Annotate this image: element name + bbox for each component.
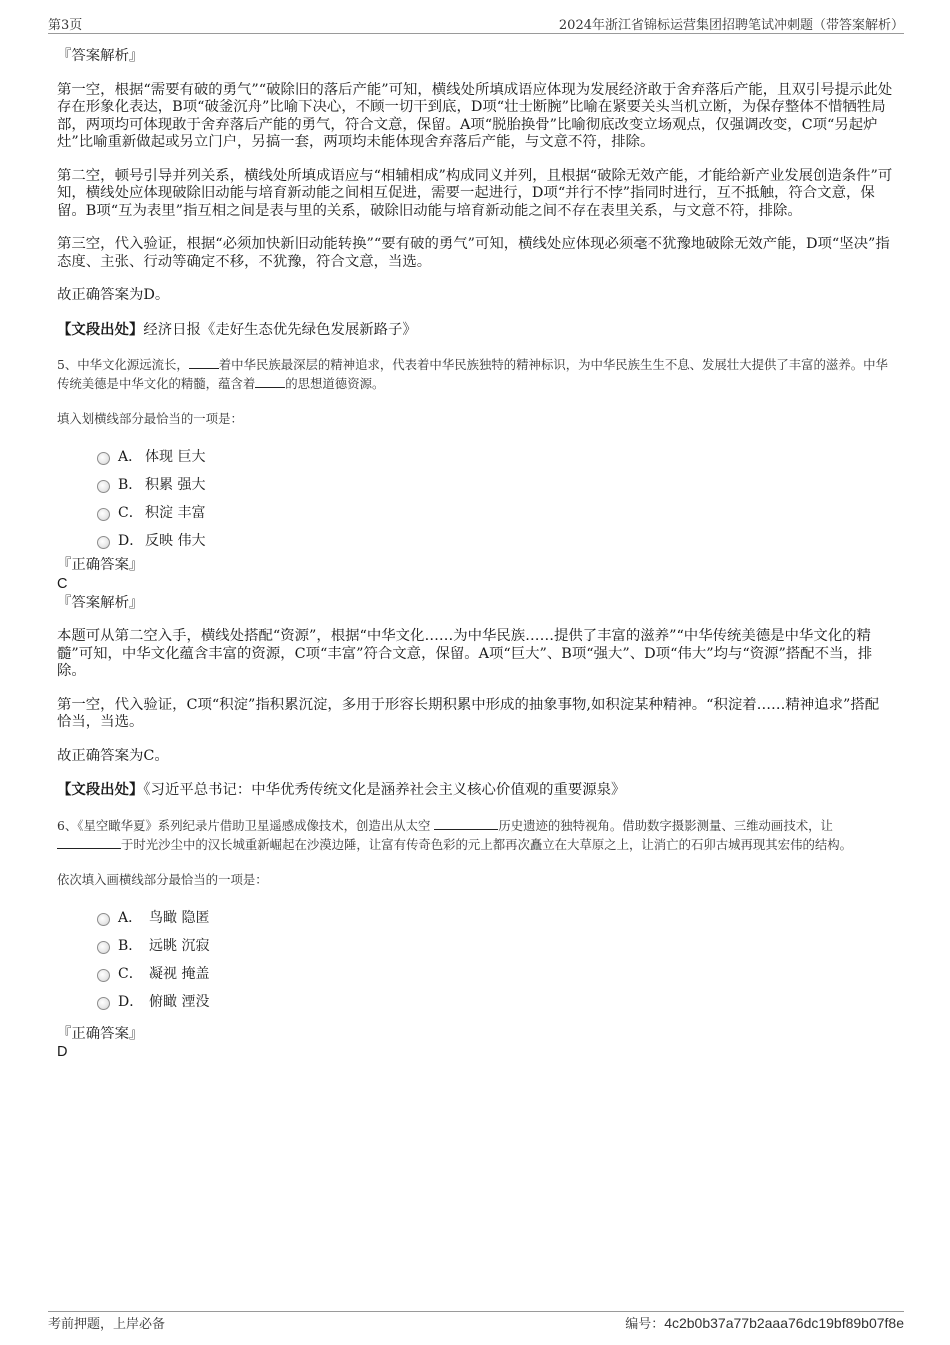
footer-divider (48, 1311, 904, 1312)
radio-icon[interactable] (97, 452, 110, 465)
radio-icon[interactable] (97, 969, 110, 982)
correct-answer-label: 『正确答案』 (57, 557, 144, 573)
radio-icon[interactable] (97, 941, 110, 954)
analysis-paragraph: 本题可从第二空入手，横线处搭配“资源”，根据“中华文化……为中华民族……提供了丰富的滋养”“中华传统美德是中华文化的精髓”可知，中华文化蕴含丰富的资源，C项“丰富”符合文意，保留。A项“巨大”、B项“强大”、D项“伟大”均与“资源”搭配不当，排除。 (57, 628, 873, 679)
option-d[interactable] (57, 992, 893, 1020)
option-letter: C． (118, 505, 143, 521)
radio-icon[interactable] (97, 997, 110, 1010)
option-list (57, 447, 893, 559)
analysis-label: 『答案解析』 (57, 48, 144, 64)
option-d[interactable] (57, 531, 893, 559)
question-stem-part: 着中华民族最深层的精神追求，代表着中华民族独特的精神标识，为中华民族生生不息、发展壮大提供了丰富的滋养。中华传统美德是中华文化的精髓，蕴含着 (57, 357, 888, 391)
option-text: 凝视 掩盖 (149, 965, 210, 982)
option-letter: A． (118, 449, 143, 465)
option-text: 俯瞰 湮没 (149, 993, 210, 1010)
option-list (57, 908, 893, 1020)
analysis-paragraph: 第一空，代入验证，C项“积淀”指积累沉淀，多用于形容长期积累中形成的抽象事物,如积淀某种精神。“积淀着……精神追求”搭配恰当，当选。 (57, 696, 880, 730)
option-letter: D． (118, 533, 144, 549)
analysis-conclusion: 故正确答案为D。 (57, 287, 170, 303)
option-letter: C． (118, 965, 143, 982)
header-divider (48, 33, 904, 34)
source-label: 【文段出处】 (57, 781, 144, 798)
code-value: 4c2b0b37a77b2aaa76dc19bf89b07f8e (664, 1315, 904, 1331)
source-line (57, 321, 893, 340)
radio-icon[interactable] (97, 480, 110, 493)
radio-icon[interactable] (97, 508, 110, 521)
analysis-label: 『答案解析』 (57, 594, 144, 611)
code-label: 编号： (625, 1317, 665, 1332)
analysis-paragraph: 第一空，根据“需要有破的勇气”“破除旧的落后产能”可知，横线处所填成语应体现为发展经济敢于舍弃落后产能，且双引号提示此处存在形象化表达，B项“破釜沉舟”比喻下决心，不顾一切干到底，D项“壮士断腕”比喻在紧要关头当机立断，为保存整体不惜牺牲局部，两项均可体现敢于舍弃落后产能的勇气，符合文意，保留。A项“脱胎换骨”比喻彻底改变立场观点，仅强调改变，C项“另起炉灶”比喻重新做起或另立门户，另搞一套，两项均未能体现舍弃落后产能，与文意不符，排除。 (57, 81, 893, 150)
question-instruction: 填入划横线部分最恰当的一项是： (57, 411, 243, 426)
question-stem-part: 6、《星空瞰华夏》系列纪录片借助卫星遥感成像技术，创造出从太空 (57, 817, 435, 833)
source-line (57, 781, 893, 800)
option-text: 远眺 沉寂 (149, 937, 210, 954)
option-text: 体现 巨大 (145, 449, 206, 465)
document-code (625, 1313, 904, 1332)
document-title: 2024年浙江省锦标运营集团招聘笔试冲刺题（带答案解析） (558, 18, 904, 33)
radio-icon[interactable] (97, 536, 110, 549)
radio-icon[interactable] (97, 913, 110, 926)
footer-slogan: 考前押题，上岸必备 (48, 1317, 166, 1332)
question-stem-part: 于时光沙尘中的汉长城重新崛起在沙漠边陲，让富有传奇色彩的元上都再次矗立在大草原之上，让消亡的石卯古城再现其宏伟的结构。 (121, 836, 853, 852)
page-header (48, 14, 904, 33)
question-stem-part: 历史遗迹的独特视角。借助数字摄影测量、三维动画技术，让 (498, 817, 833, 833)
fill-blank (57, 836, 121, 849)
source-label: 【文段出处】 (57, 320, 144, 338)
analysis-paragraph: 第二空，顿号引导并列关系，横线处所填成语应与“相辅相成”构成同义并列，且根据“破除无效产能，才能给新产业发展创造条件”可知，横线处应体现破除旧动能与培育新动能之间相互促进，需要一起进行，D项“并行不悖”指同时进行，互不抵触，符合文意，保留。B项“互为表里”指互相之间是表与里的关系，破除旧动能与培育新动能之间不存在表里关系，与文意不符，排除。 (57, 167, 893, 219)
analysis-conclusion: 故正确答案为C。 (57, 747, 169, 764)
question-instruction: 依次填入画横线部分最恰当的一项是： (57, 871, 268, 887)
page-number: 第3页 (48, 18, 83, 33)
question-stem (57, 816, 893, 854)
option-letter: B． (118, 937, 143, 954)
option-b[interactable] (57, 936, 893, 964)
page-content (57, 48, 893, 1061)
option-c[interactable] (57, 503, 893, 531)
fill-blank (189, 356, 219, 369)
source-text: 《习近平总书记：中华优秀传统文化是涵养社会主义核心价值观的重要源泉》 (143, 782, 626, 798)
option-a[interactable] (57, 908, 893, 936)
question-stem-part: 的思想道德资源。 (285, 376, 385, 391)
option-c[interactable] (57, 964, 893, 992)
option-text: 积累 强大 (145, 477, 206, 493)
correct-answer: C (57, 575, 68, 592)
page-footer (48, 1313, 904, 1333)
option-text: 反映 伟大 (145, 533, 206, 549)
option-b[interactable] (57, 475, 893, 503)
option-text: 鸟瞰 隐匿 (149, 909, 210, 926)
fill-blank (434, 817, 498, 830)
question-stem-part: 5、中华文化源远流长， (57, 357, 189, 372)
source-text: 经济日报《走好生态优先绿色发展新路子》 (143, 321, 417, 338)
fill-blank (255, 375, 285, 388)
option-letter: B． (118, 477, 143, 493)
correct-answer-label: 『正确答案』 (57, 1025, 144, 1042)
option-letter: D． (118, 993, 144, 1010)
option-a[interactable] (57, 447, 893, 475)
question-stem (57, 355, 893, 393)
analysis-paragraph: 第三空，代入验证，根据“必须加快新旧动能转换”“要有破的勇气”可知，横线处应体现必须毫不犹豫地破除无效产能，D项“坚决”指态度、主张、行动等确定不移，不犹豫，符合文意，当选。 (57, 236, 890, 270)
option-text: 积淀 丰富 (145, 505, 206, 521)
option-letter: A． (118, 909, 143, 926)
correct-answer: D (57, 1044, 68, 1060)
